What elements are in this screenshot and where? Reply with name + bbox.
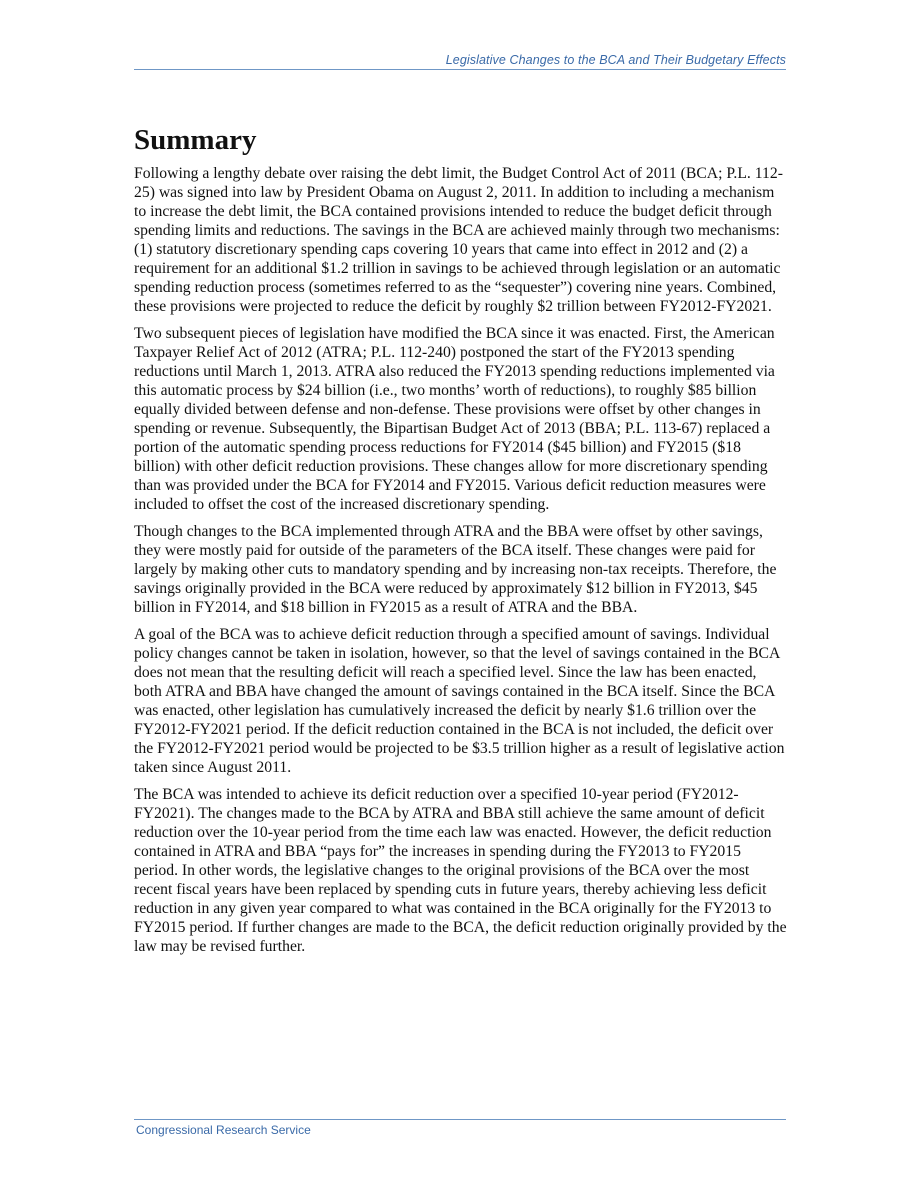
running-header: Legislative Changes to the BCA and Their Budgetary Effects [445, 53, 786, 67]
body-paragraph: Following a lengthy debate over raising the debt limit, the Budget Control Act of 2011 (BCA; P.L. 112-25) was signed into law by President Obama on August 2, 2011. In addition to including a mechanism to increase the debt limit, the BCA contained provisions intended to reduce the budget deficit through spending limits and reductions. The savings in the BCA are achieved mainly through two mechanisms: (1) statutory discretionary spending caps covering 10 years that came into effect in 2012 and (2) a requirement for an additional $1.2 trillion in savings to be achieved through legislation or an automatic spending reduction process (sometimes referred to as the “sequester”) covering nine years. Combined, these provisions were projected to reduce the deficit by roughly $2 trillion between FY2012-FY2021. [134, 165, 783, 315]
body-paragraph: Though changes to the BCA implemented through ATRA and the BBA were offset by other savings, they were mostly paid for outside of the parameters of the BCA itself. These changes were paid for largely by making other cuts to mandatory spending and by increasing non-tax receipts. Therefore, the savings originally provided in the BCA were reduced by approximately $12 billion in FY2013, $45 billion in FY2014, and $18 billion in FY2015 as a result of ATRA and the BBA. [134, 523, 777, 616]
header-divider [134, 69, 786, 70]
footer-divider [134, 1119, 786, 1120]
body-paragraph: Two subsequent pieces of legislation have modified the BCA since it was enacted. First, the American Taxpayer Relief Act of 2012 (ATRA; P.L. 112-240) postponed the start of the FY2013 spending reductions until March 1, 2013. ATRA also reduced the FY2013 spending reductions implemented via this automatic process by $24 billion (i.e., two months’ worth of reductions), to roughly $85 billion equally divided between defense and non-defense. These provisions were offset by other changes in spending or revenue. Subsequently, the Bipartisan Budget Act of 2013 (BBA; P.L. 113-67) replaced a portion of the automatic spending process reductions for FY2014 ($45 billion) and FY2015 ($18 billion) with other deficit reduction provisions. These changes allow for more discretionary spending than was provided under the BCA for FY2014 and FY2015. Various deficit reduction measures were included to offset the cost of the increased discretionary spending. [134, 325, 775, 513]
section-heading: Summary [134, 124, 257, 156]
page-body [134, 121, 788, 964]
body-paragraph: The BCA was intended to achieve its deficit reduction over a specified 10-year period (FY2012-FY2021). The changes made to the BCA by ATRA and BBA still achieve the same amount of deficit reduction over the 10-year period from the time each law was enacted. However, the deficit reduction contained in ATRA and BBA “pays for” the increases in spending during the FY2013 to FY2015 period. In other words, the legislative changes to the original provisions of the BCA over the most recent fiscal years have been replaced by spending cuts in future years, thereby achieving less deficit reduction in any given year compared to what was contained in the BCA originally for the FY2013 to FY2015 period. If further changes are made to the BCA, the deficit reduction originally provided by the law may be revised further. [134, 786, 787, 955]
body-paragraph: A goal of the BCA was to achieve deficit reduction through a specified amount of savings. Individual policy changes cannot be taken in isolation, however, so that the level of savings contained in the BCA does not mean that the resulting deficit will reach a specified level. Since the law has been enacted, both ATRA and BBA have changed the amount of savings contained in the BCA itself. Since the BCA was enacted, other legislation has cumulatively increased the deficit by nearly $1.6 trillion over the FY2012-FY2021 period. If the deficit reduction contained in the BCA is not included, the deficit over the FY2012-FY2021 period would be projected to be $3.5 trillion higher as a result of legislative action taken since August 2011. [134, 626, 785, 776]
footer-publisher: Congressional Research Service [136, 1123, 311, 1137]
